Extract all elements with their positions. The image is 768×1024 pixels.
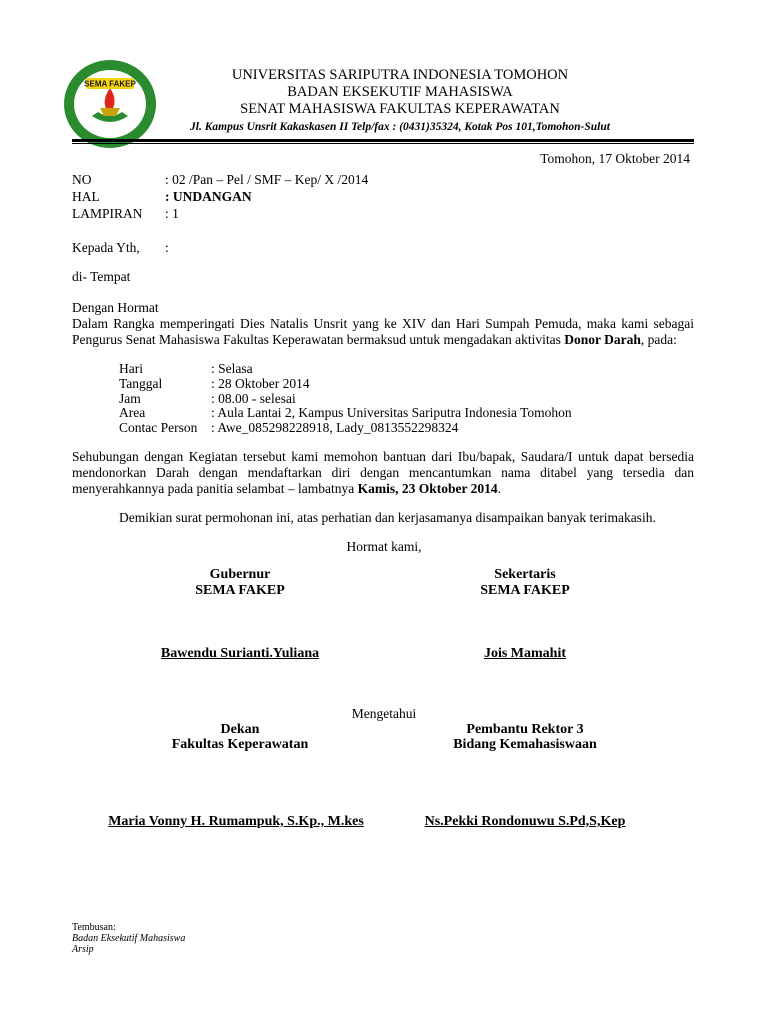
sig-right-name: Jois Mamahit <box>483 646 567 661</box>
detail-label-hari: Hari <box>119 361 143 376</box>
sig-left-org: SEMA FAKEP <box>195 583 285 598</box>
official-right-name: Ns.Pekki Rondonuwu S.Pd,S,Kep <box>424 814 626 829</box>
official-right-unit: Bidang Kemahasiswaan <box>453 737 597 752</box>
official-right-title: Pembantu Rektor 3 <box>466 722 584 737</box>
meta-label-lampiran: LAMPIRAN <box>72 206 143 221</box>
official-left-unit: Fakultas Keperawatan <box>171 737 309 752</box>
recipient-place: di- Tempat <box>72 269 131 284</box>
cc-item-arsip: Arsip <box>72 944 94 955</box>
header-bem: BADAN EKSEKUTIF MAHASISWA <box>287 84 513 100</box>
header-divider-thick <box>72 139 694 142</box>
meta-value-lampiran: : 1 <box>165 206 179 221</box>
acknowledge: Mengetahui <box>351 706 417 721</box>
sig-right-org: SEMA FAKEP <box>480 583 570 598</box>
intro-line-2-post: , pada: <box>640 332 677 347</box>
meta-value-no: : 02 /Pan – Pel / SMF – Kep/ X /2014 <box>165 172 369 187</box>
intro-line-2-bold: Donor Darah <box>564 332 641 347</box>
body-line-3-pre: menyerahkannya pada panitia selambat – lambatnya <box>72 481 358 496</box>
cc-item-bem: Badan Eksekutif Mahasiswa <box>72 933 186 944</box>
official-left-title: Dekan <box>220 722 260 737</box>
header-address: Jl. Kampus Unsrit Kakaskasen II Telp/fax : (0431)35324, Kotak Pos 101,Tomohon-Sulut <box>190 121 610 133</box>
sema-fakep-logo <box>62 58 158 150</box>
greeting: Dengan Hormat <box>72 300 159 315</box>
official-left-name: Maria Vonny H. Rumampuk, S.Kp., M.kes <box>108 814 364 829</box>
intro-line-2 <box>72 332 677 348</box>
recipient-to: Kepada Yth, <box>72 240 140 255</box>
detail-value-area: : Aula Lantai 2, Kampus Universitas Sariputra Indonesia Tomohon <box>211 405 572 420</box>
letter-date: Tomohon, 17 Oktober 2014 <box>540 151 690 166</box>
body-line-2: mendonorkan Darah dengan mendaftarkan diri dengan mencantumkan nama ditabel yang tersedia dan <box>72 465 694 480</box>
detail-value-tanggal: : 28 Oktober 2014 <box>211 376 310 391</box>
detail-label-jam: Jam <box>119 391 141 406</box>
body-line-3-bold: Kamis, 23 Oktober 2014 <box>357 481 498 496</box>
detail-label-tanggal: Tanggal <box>119 376 163 391</box>
detail-value-hari: : Selasa <box>211 361 253 376</box>
detail-label-contact: Contac Person <box>119 420 198 435</box>
header-divider-thin <box>72 143 694 144</box>
meta-label-no: NO <box>72 172 92 187</box>
regards: Hormat kami, <box>346 539 422 554</box>
sig-right-title: Sekertaris <box>494 567 556 582</box>
body-line-3-post: . <box>497 481 502 496</box>
intro-line-1: Dalam Rangka memperingati Dies Natalis Unsrit yang ke XIV dan Hari Sumpah Pemuda, maka kami sebagai <box>72 316 694 331</box>
detail-value-contact: : Awe_085298228918, Lady_0813552298324 <box>211 420 459 435</box>
intro-line-2-pre: Pengurus Senat Mahasiswa Fakultas Keperawatan bermaksud untuk mengadakan aktivitas <box>72 332 565 347</box>
header-university: UNIVERSITAS SARIPUTRA INDONESIA TOMOHON <box>231 67 569 83</box>
detail-value-jam: : 08.00 - selesai <box>211 391 296 406</box>
meta-value-hal: : UNDANGAN <box>165 189 252 204</box>
sig-left-name: Bawendu Surianti.Yuliana <box>160 646 320 661</box>
body-line-3 <box>72 481 501 497</box>
body-line-1: Sehubungan dengan Kegiatan tersebut kami memohon bantuan dari Ibu/bapak, Saudara/I untuk dapat bersedia <box>72 449 694 464</box>
cc-label: Tembusan: <box>72 922 116 933</box>
recipient-colon: : <box>165 240 169 255</box>
detail-label-area: Area <box>119 405 146 420</box>
sig-left-title: Gubernur <box>209 567 271 582</box>
meta-label-hal: HAL <box>72 189 100 204</box>
logo-label: SEMA FAKEP <box>84 79 136 89</box>
closing-text: Demikian surat permohonan ini, atas perhatian dan kerjasamanya disampaikan banyak terimakasih. <box>119 510 656 525</box>
header-senate: SENAT MAHASISWA FAKULTAS KEPERAWATAN <box>240 101 560 117</box>
